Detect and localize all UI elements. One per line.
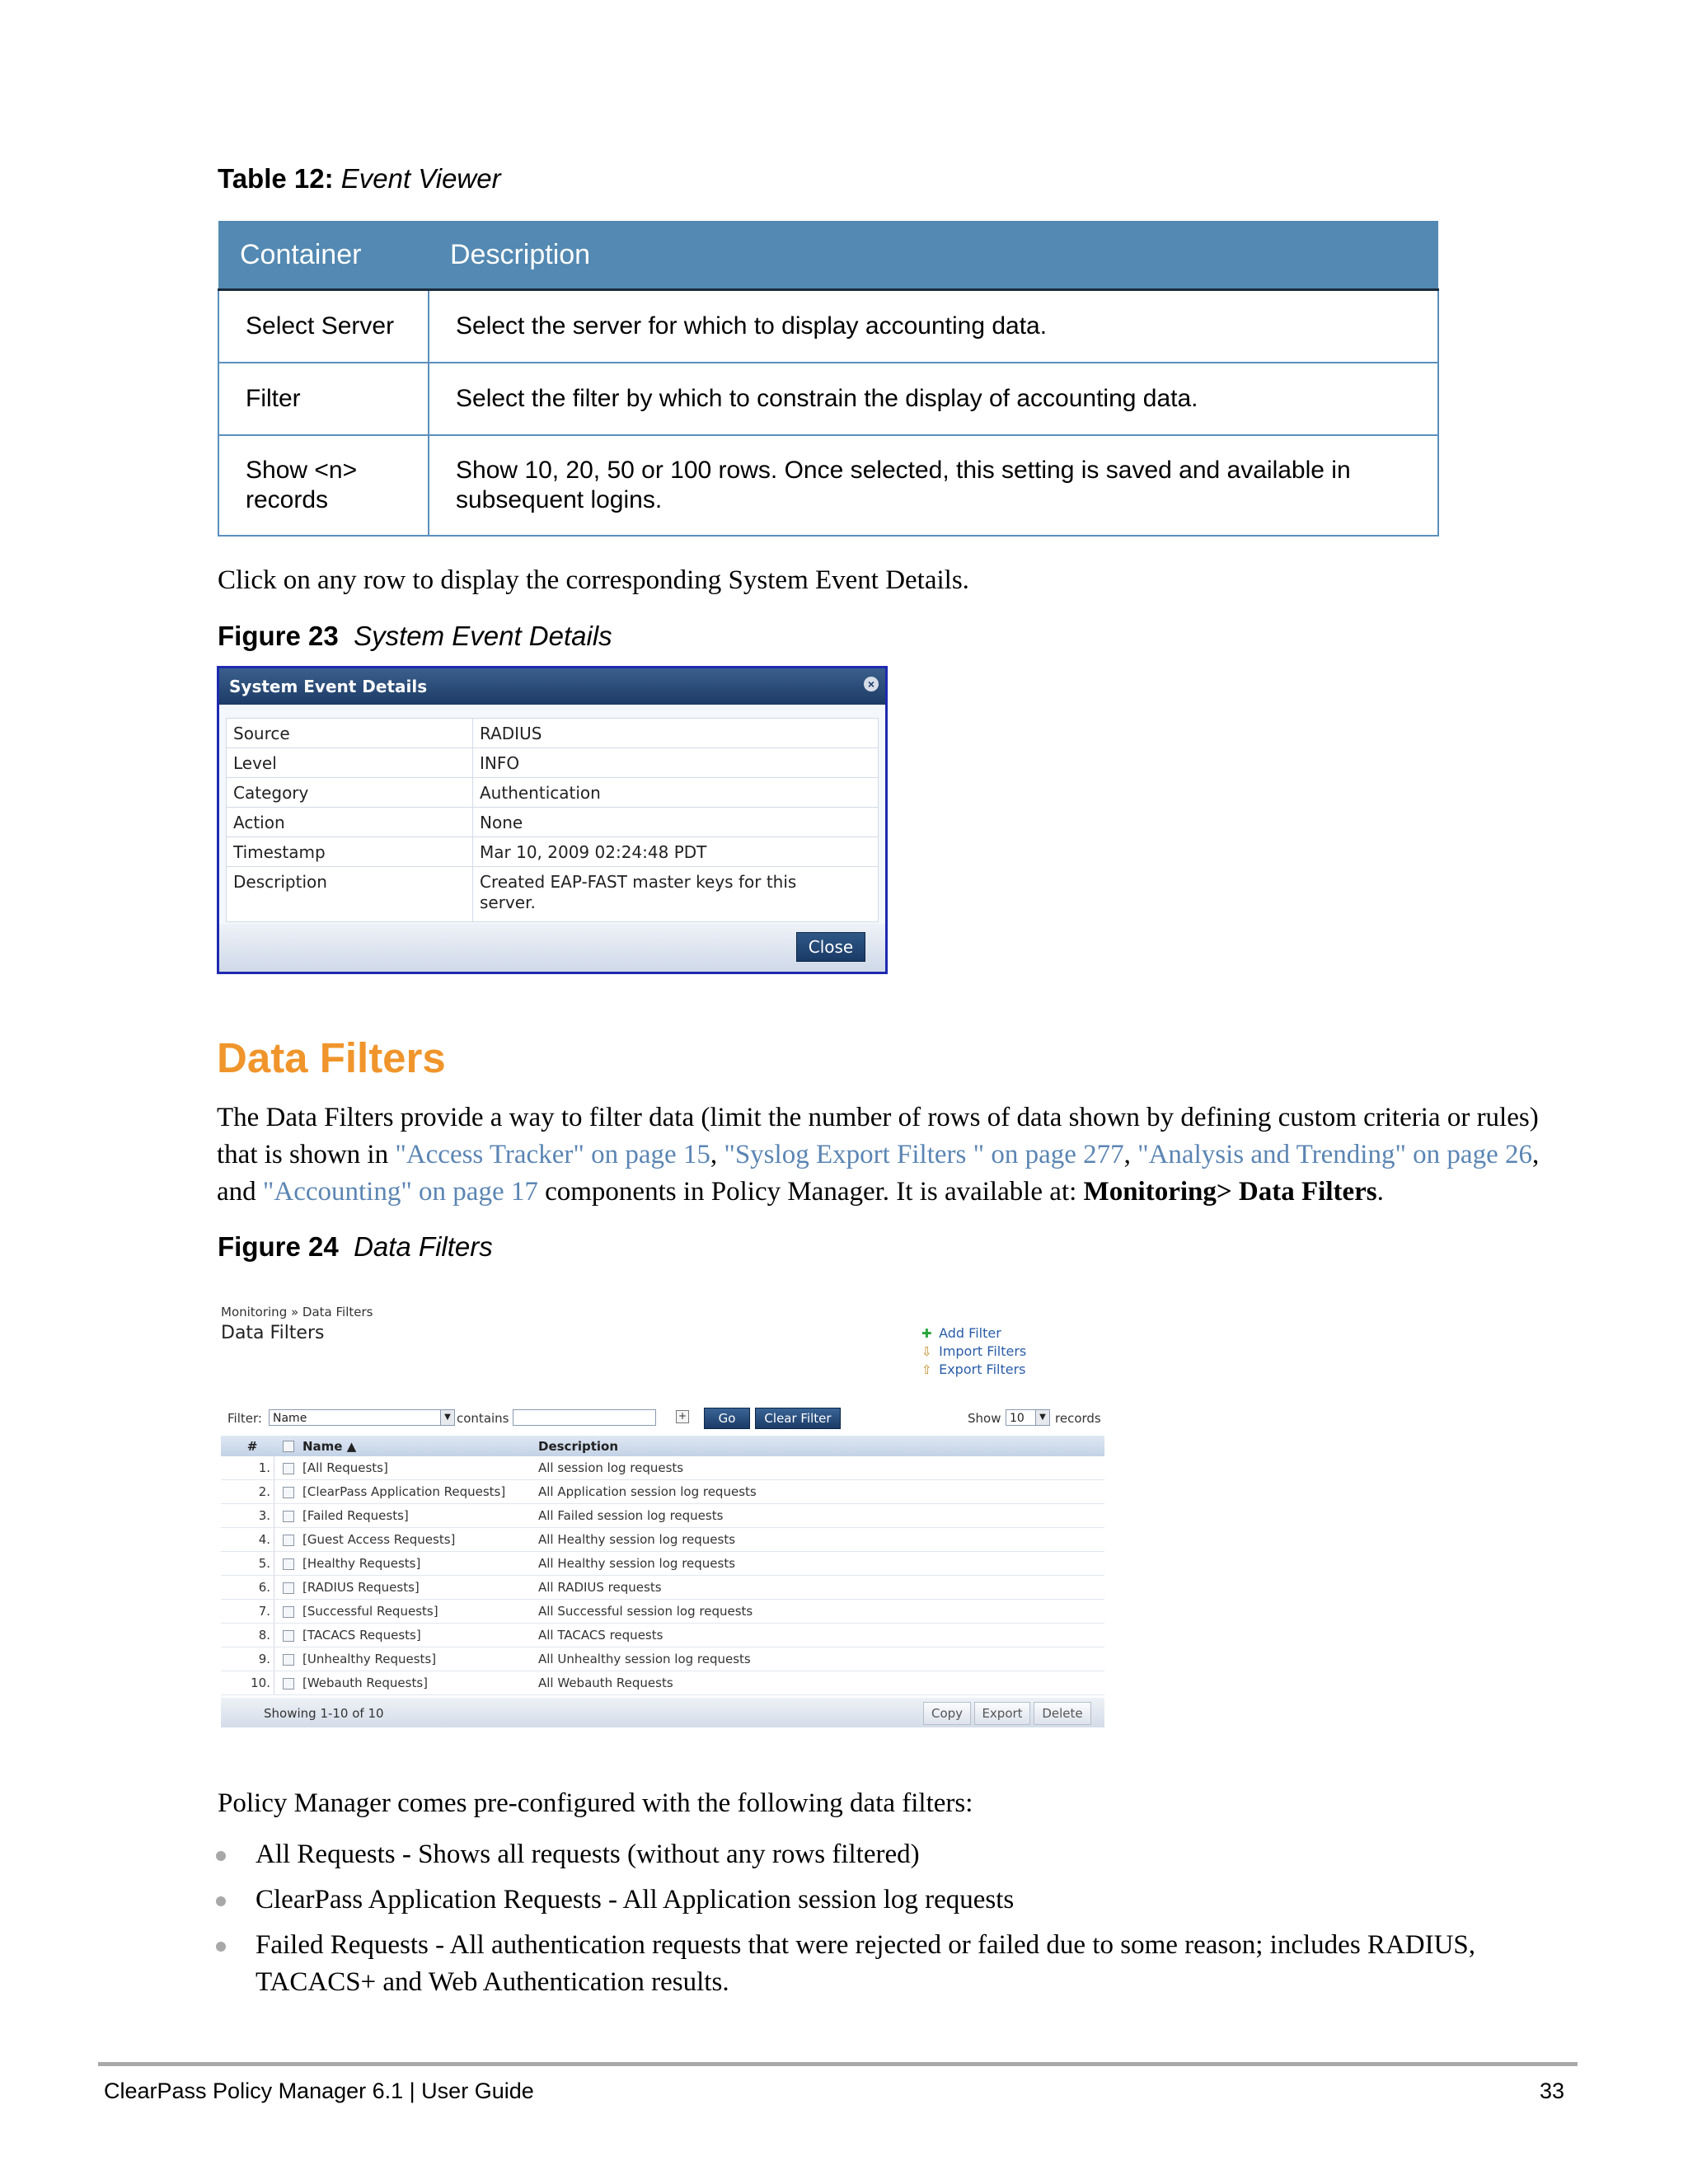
text: , and — [217, 1140, 1540, 1207]
row-checkbox[interactable] — [274, 1480, 303, 1504]
add-condition-icon[interactable]: + — [676, 1410, 689, 1423]
filter-bar — [218, 1409, 1104, 1434]
row-number: 2. — [221, 1480, 274, 1504]
go-button[interactable]: Go — [704, 1408, 750, 1429]
filter-field-select[interactable] — [269, 1409, 455, 1426]
row-checkbox[interactable] — [274, 1647, 303, 1671]
export-button[interactable]: Export — [974, 1702, 1030, 1725]
filter-description: All Healthy session log requests — [538, 1552, 1104, 1576]
bullet-icon — [216, 1942, 226, 1952]
row-checkbox[interactable] — [274, 1576, 303, 1600]
row-number: 1. — [221, 1456, 274, 1480]
row-checkbox[interactable] — [274, 1600, 303, 1624]
filter-name: [Unhealthy Requests] — [302, 1647, 538, 1671]
footer-divider — [98, 2062, 1578, 2066]
figure-label: Figure 23 — [218, 621, 339, 651]
detail-key: Timestamp — [227, 837, 473, 867]
row-number: 9. — [221, 1647, 274, 1671]
filter-description: All Successful session log requests — [538, 1600, 1104, 1624]
table-caption — [218, 163, 501, 194]
row-checkbox[interactable] — [274, 1456, 303, 1480]
footer-title: ClearPass Policy Manager 6.1 | User Guide — [104, 2079, 534, 2103]
filter-description: All Unhealthy session log requests — [538, 1647, 1104, 1671]
close-button[interactable]: Close — [796, 932, 865, 962]
table-row[interactable] — [221, 1480, 1104, 1504]
showing-count: Showing 1-10 of 10 — [264, 1706, 384, 1721]
link-accounting[interactable]: "Accounting" on page 17 — [262, 1177, 538, 1207]
export-filters-link[interactable] — [921, 1361, 1026, 1379]
add-filter-label: Add Filter — [939, 1325, 1001, 1341]
filter-field-value: Name — [273, 1412, 307, 1425]
filter-description: All RADIUS requests — [538, 1576, 1104, 1600]
table-row[interactable] — [221, 1552, 1104, 1576]
detail-row — [227, 748, 879, 778]
table-footer — [221, 1698, 1104, 1727]
table-caption-label: Table 12: — [218, 163, 334, 194]
detail-row — [227, 867, 879, 922]
figure-23-caption — [218, 621, 612, 652]
table-row[interactable] — [221, 1576, 1104, 1600]
chevron-down-icon: ▼ — [1035, 1410, 1049, 1425]
link-analysis-and-trending[interactable]: "Analysis and Trending" on page 26 — [1137, 1140, 1532, 1169]
preconfigured-paragraph: Policy Manager comes pre-configured with the following data filters: — [218, 1788, 973, 1818]
table-row[interactable] — [221, 1504, 1104, 1528]
cell-description — [429, 435, 1438, 536]
row-number: 7. — [221, 1600, 274, 1624]
checkbox-icon — [283, 1511, 294, 1522]
col-header-container: Container — [218, 221, 429, 290]
filter-description: All Webauth Requests — [538, 1671, 1104, 1695]
filter-name: [Guest Access Requests] — [302, 1528, 538, 1552]
filter-name: [Webauth Requests] — [302, 1671, 538, 1695]
list-item: All Requests - Shows all requests (without any rows filtered) — [256, 1840, 920, 1869]
table-row[interactable] — [221, 1456, 1104, 1480]
import-icon: ⇩ — [921, 1344, 932, 1359]
row-number: 6. — [221, 1576, 274, 1600]
cell-description: Select the filter by which to constrain the display of accounting data. — [429, 363, 1438, 435]
filter-name: [ClearPass Application Requests] — [302, 1480, 538, 1504]
filter-description: All TACACS requests — [538, 1624, 1104, 1647]
copy-button[interactable]: Copy — [923, 1702, 971, 1725]
cell-description: Select the server for which to display accounting data. — [429, 290, 1438, 363]
system-event-details-dialog — [217, 666, 888, 974]
click-row-paragraph: Click on any row to display the corresponding System Event Details. — [218, 565, 969, 595]
export-icon: ⇧ — [921, 1362, 932, 1377]
row-checkbox[interactable] — [274, 1671, 303, 1695]
detail-key: Category — [227, 778, 473, 808]
filter-label: Filter: — [227, 1411, 262, 1426]
row-checkbox[interactable] — [274, 1504, 303, 1528]
data-filters-paragraph — [217, 1099, 1585, 1211]
row-number: 10. — [221, 1671, 274, 1695]
filter-name: [Failed Requests] — [302, 1504, 538, 1528]
export-filters-label: Export Filters — [939, 1361, 1026, 1377]
checkbox-icon — [283, 1441, 294, 1452]
table-row — [218, 435, 1438, 536]
filter-value-input[interactable] — [513, 1409, 656, 1426]
list-item: ClearPass Application Requests - All Application session log requests — [256, 1885, 1015, 1915]
row-checkbox[interactable] — [274, 1528, 303, 1552]
cell-container-text: Show <n> records — [246, 457, 358, 513]
filter-name: [RADIUS Requests] — [302, 1576, 538, 1600]
checkbox-icon — [283, 1558, 294, 1570]
filter-name: [Successful Requests] — [302, 1600, 538, 1624]
cell-container: Select Server — [218, 290, 429, 363]
detail-row — [227, 719, 879, 748]
detail-value: Authentication — [473, 778, 879, 808]
bullet-icon — [216, 1896, 226, 1906]
detail-value: None — [473, 808, 879, 837]
event-details-table — [226, 718, 879, 922]
action-links — [921, 1324, 1026, 1379]
clear-filter-button[interactable]: Clear Filter — [755, 1408, 841, 1429]
table-row[interactable] — [221, 1528, 1104, 1552]
table-row[interactable] — [221, 1671, 1104, 1695]
event-viewer-table — [218, 221, 1439, 537]
detail-key: Level — [227, 748, 473, 778]
row-number: 5. — [221, 1552, 274, 1576]
checkbox-icon — [283, 1487, 294, 1498]
list-item: Failed Requests - All authentication requests that were rejected or failed due to some reason; includes RADIUS, TACACS+ and Web Authentication results. — [256, 1930, 1476, 1997]
dialog-title: System Event Details — [219, 668, 885, 705]
row-checkbox[interactable] — [274, 1624, 303, 1647]
page-number: 33 — [1539, 2079, 1564, 2103]
show-records-value: 10 — [1010, 1412, 1025, 1425]
filter-description: All session log requests — [538, 1456, 1104, 1480]
close-icon[interactable]: × — [864, 677, 879, 691]
checkbox-icon — [283, 1606, 294, 1618]
text: . — [1376, 1177, 1384, 1207]
breadcrumb[interactable]: Monitoring » Data Filters — [221, 1305, 373, 1319]
figure-label: Figure 24 — [218, 1231, 339, 1262]
figure-title: System Event Details — [354, 621, 612, 651]
filters-table-body — [221, 1456, 1104, 1695]
row-number: 4. — [221, 1528, 274, 1552]
cell-container: Filter — [218, 363, 429, 435]
records-label: records — [1055, 1411, 1101, 1426]
bullet-icon — [216, 1851, 226, 1861]
delete-button[interactable]: Delete — [1034, 1702, 1091, 1725]
detail-row — [227, 808, 879, 837]
col-header-description[interactable]: Description — [538, 1436, 1104, 1456]
detail-value — [473, 867, 879, 922]
detail-row — [227, 837, 879, 867]
page-title: Data Filters — [221, 1323, 325, 1343]
show-label: Show — [968, 1411, 1001, 1426]
text: , — [710, 1140, 724, 1169]
row-checkbox[interactable] — [274, 1552, 303, 1576]
detail-key: Description — [227, 867, 473, 922]
detail-row — [227, 778, 879, 808]
link-access-tracker[interactable]: "Access Tracker" on page 15 — [395, 1140, 710, 1169]
detail-value: RADIUS — [473, 719, 879, 748]
dialog-footer — [219, 924, 885, 972]
show-records-select[interactable] — [1006, 1409, 1050, 1426]
table-caption-title: Event Viewer — [340, 163, 501, 194]
filter-name: [TACACS Requests] — [302, 1624, 538, 1647]
table-row[interactable] — [221, 1647, 1104, 1671]
checkbox-icon — [283, 1582, 294, 1594]
text: components in Policy Manager. It is available at: — [537, 1177, 1084, 1207]
detail-value: Mar 10, 2009 02:24:48 PDT — [473, 837, 879, 867]
add-icon: ✚ — [921, 1326, 932, 1341]
cell-container — [218, 435, 429, 536]
link-syslog-export-filters[interactable]: "Syslog Export Filters " on page 277 — [724, 1140, 1124, 1169]
detail-value: INFO — [473, 748, 879, 778]
table-row — [218, 363, 1438, 435]
checkbox-icon — [283, 1535, 294, 1546]
filter-description: All Healthy session log requests — [538, 1528, 1104, 1552]
filter-description: All Application session log requests — [538, 1480, 1104, 1504]
figure-title: Data Filters — [354, 1231, 493, 1262]
col-header-name[interactable]: Name ▲ — [302, 1436, 538, 1456]
chevron-down-icon: ▼ — [440, 1410, 454, 1425]
contains-label: contains — [457, 1411, 509, 1426]
table-header-row — [221, 1436, 1104, 1456]
filter-description: All Failed session log requests — [538, 1504, 1104, 1528]
row-number: 3. — [221, 1504, 274, 1528]
filter-name: [Healthy Requests] — [302, 1552, 538, 1576]
data-filters-screenshot — [218, 1305, 1104, 1733]
text: The Data Filters provide a way to filter data (limit the number of rows of data shown by defining custom criteria or rules) that is shown in — [217, 1103, 1539, 1169]
table-row[interactable] — [221, 1624, 1104, 1647]
checkbox-icon — [283, 1678, 294, 1690]
checkbox-icon — [283, 1630, 294, 1642]
checkbox-icon — [283, 1654, 294, 1666]
cell-description-text: Show 10, 20, 50 or 100 rows. Once selected, this setting is saved and available in subsequent logins. — [456, 457, 1351, 513]
row-number: 8. — [221, 1624, 274, 1647]
checkbox-icon — [283, 1463, 294, 1474]
filters-table — [221, 1436, 1104, 1695]
import-filters-label: Import Filters — [939, 1343, 1027, 1359]
section-heading: Data Filters — [217, 1034, 446, 1081]
add-filter-link[interactable] — [921, 1324, 1026, 1343]
menu-path: Monitoring> Data Filters — [1083, 1177, 1377, 1207]
table-row — [218, 290, 1438, 363]
col-header-number: # — [221, 1436, 274, 1456]
table-row[interactable] — [221, 1600, 1104, 1624]
figure-24-caption — [218, 1231, 493, 1263]
filter-name: [All Requests] — [302, 1456, 538, 1480]
detail-key: Source — [227, 719, 473, 748]
col-header-description: Description — [429, 221, 1438, 290]
import-filters-link[interactable] — [921, 1343, 1026, 1361]
select-all-checkbox[interactable] — [274, 1436, 303, 1456]
text: , — [1123, 1140, 1138, 1169]
detail-value-text: Created EAP-FAST master keys for this server. — [480, 872, 797, 912]
detail-key: Action — [227, 808, 473, 837]
